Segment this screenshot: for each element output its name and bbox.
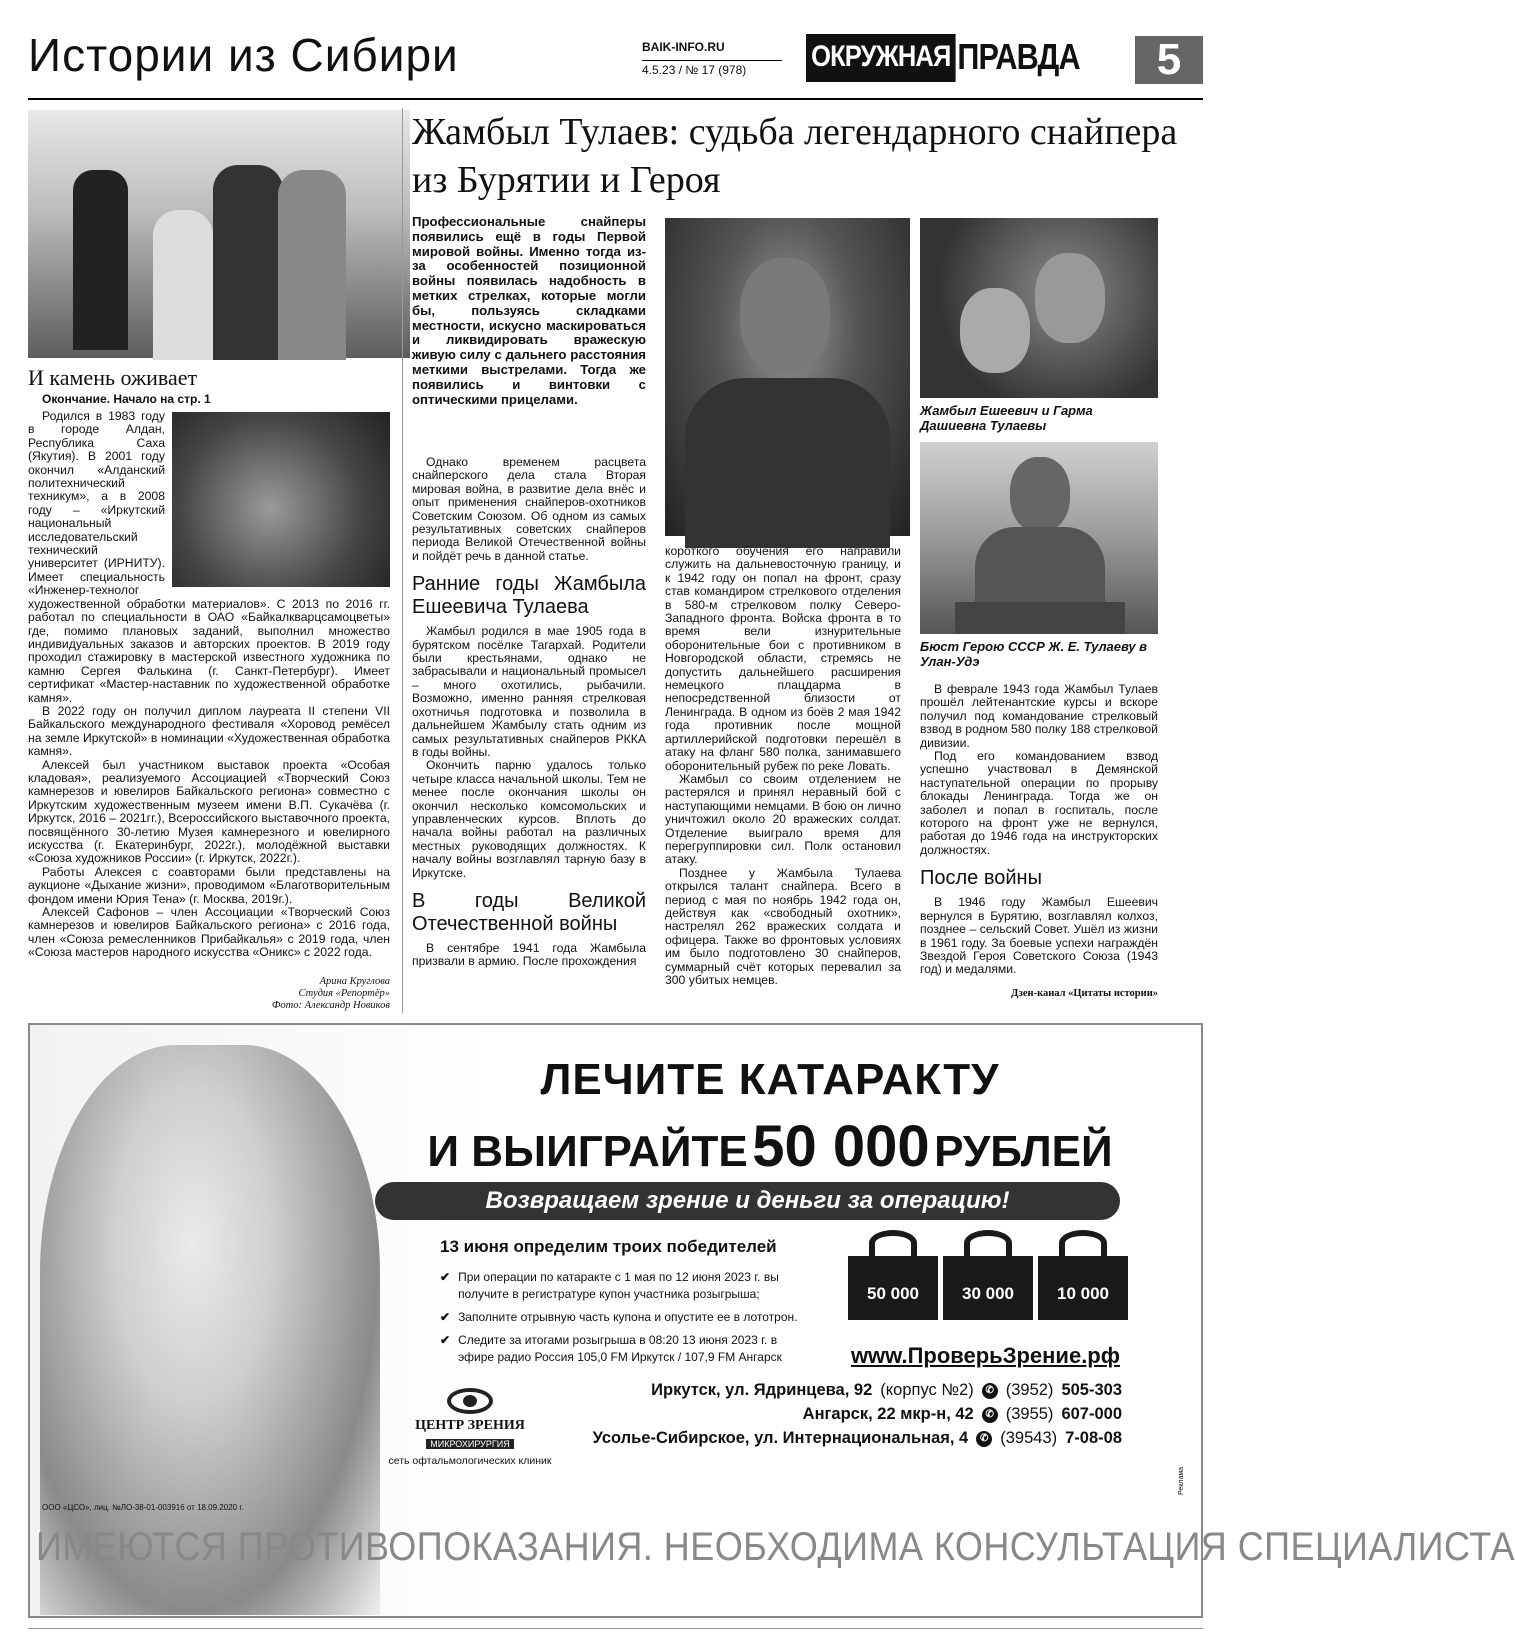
- ad-warning: ИМЕЮТСЯ ПРОТИВОПОКАЗАНИЯ. НЕОБХОДИМА КОНСУЛЬТАЦИЯ СПЕЦИАЛИСТА: [36, 1525, 1515, 1569]
- ad-url[interactable]: www.ПроверьЗрение.рф: [850, 1343, 1120, 1368]
- col1-p2: Жамбыл родился в мае 1905 года в бурятском посёлке Тагархай. Родители были крестьянами, однако не забрасывали и национальный промысел – много охотились, рыбачили. Возможно, именно ранняя стрелковая охотничья подготовка и позволила в дальнейшем Жамбылу стать одним из самых результативных снайперов РККА в годы войны.: [412, 624, 646, 759]
- credit-author: Арина Круглова: [319, 976, 390, 987]
- prize-gift-2: 30 000: [943, 1230, 1033, 1320]
- eye-logo-icon: [447, 1388, 493, 1414]
- bust-photo: [920, 442, 1158, 634]
- logo-network: сеть офтальмологических клиник: [388, 1455, 552, 1467]
- col2-p1: короткого обучения его направили служить на дальневосточную границу, и к 1942 году он попал на фронт, сразу став командиром стрелкового отделения в 580-м стрелковом полку Северо-Западного фронта. Войска фронта в то время вели изнурительные оборонительные бои с противником в Новгородской области, стремясь не допустить дальнейшего расширения немецкого плацдарма в непосредственной близости от Ленинграда. В одном из боёв 2 мая 1942 года противник после мощной артиллерийской подготовки перешёл в атаку на фланг 580 полка, занимавшего оборонительный рубеж по реке Ловать.: [665, 544, 901, 773]
- heading-early-years: Ранние годы Жамбыла Ешеевича Тулаева: [412, 573, 646, 619]
- site-url: BAIK-INFO.RU: [642, 40, 725, 54]
- col3-p1: В феврале 1943 года Жамбыл Тулаев прошёл лейтенантские курсы и вскоре получил под командование стрелковый взвод в родном 580 полку 188 стрелковой дивизии.: [920, 682, 1158, 750]
- ad-bullet-3: ✔ Следите за итогами розыгрыша в 08:20 13 июня 2023 г. в эфире радио Россия 105,0 FM Иркутск / 107,9 FM Ангарск: [440, 1333, 782, 1364]
- col2-p3: Позднее у Жамбыла Тулаева открылся талант снайпера. Всего в период с мая по ноябрь 1942 года он, действуя как «свободный охотник», настрелял 262 вражеских солдата и офицера. Также во фронтовых условиях им было подготовлено 30 снайперов, суммарный счёт которых перевалил за 300 убитых немцев.: [665, 865, 901, 987]
- col2-p2: Жамбыл со своим отделением не растерялся и принял неравный бой с наступающими немцами. В бою он лично уничтожил около 20 вражеских солдат. Отделение выиграло время для перегруппировки сил. Полк остановил атаку.: [665, 771, 901, 867]
- page-number: 5: [1135, 36, 1203, 84]
- footer-rule: [28, 1628, 1203, 1629]
- gift-bow-icon: [964, 1230, 1012, 1256]
- left-p2: В 2022 году он получил диплом лауреата II степени VII Байкальского международного фестиваля «Хоровод ремёсел на земле Иркутской» в номинации «Художественная обработка камня».: [28, 703, 390, 759]
- source-credit: Дзен-канал «Цитаты истории»: [1011, 988, 1158, 999]
- check-icon: ✔: [440, 1310, 451, 1324]
- main-col2: [665, 545, 901, 987]
- col3-p2: Под его командованием взвод успешно участвовал в Демянской наступательной операции по прорыву блокады Ленинграда. Тогда же он заболел и попал в госпиталь, после которого на фронт уже не вернулся, работая до 1946 года на инструкторских должностях.: [920, 749, 1158, 857]
- soldier-portrait-photo: [665, 218, 910, 536]
- logo-sub: МИКРОХИРУРГИЯ: [426, 1439, 513, 1449]
- header-rule: [28, 98, 1203, 100]
- address-angarsk: Ангарск, 22 мкр-н, 42 ✆ (3955) 607-000: [802, 1405, 1122, 1423]
- issue-info: 4.5.23 / № 17 (978): [642, 60, 782, 77]
- ad-bullets: [440, 1269, 800, 1372]
- heading-after-war: После войны: [920, 867, 1042, 890]
- left-p1: Родился в 1983 году в городе Алдан, Республика Саха (Якутия). В 2001 году окончил «Алданский политехнический техникум», а в 2008 году – «Иркутский национальный исследовательский технический университет (ИРНИТУ). Имеет специальность «Инженер-технолог художественной обработки материалов». С 2013 по 2016 гг. работал по специальности в ОАО «Байкалкварцсамоцветы» где, помимо плановых заданий, выполнил множество индивидуальных заказов и авторских проектов. В 2019 году проходил стажировку в мастерской известного художника по камню Сергея Фалькина (г. Санкт-Петербург). Имеет сертификат «Мастер-наставник по художественной обработке камня».: [28, 409, 390, 705]
- left-subhead: Окончание. Начало на стр. 1: [42, 392, 211, 406]
- col1-p3: Окончить парню удалось только четыре класса начальной школы. Тем не менее после окончания школы он окончил несколько комсомольских и управленческих курсов. Вплоть до начала войны работал на различных местных руководящих должностях. К началу войны возглавлял тарную базу в Иркутске.: [412, 758, 646, 880]
- ad-bullet-2: ✔ Заполните отрывную часть купона и опустите ее в лототрон.: [440, 1310, 798, 1324]
- left-credits: [200, 976, 390, 1012]
- section-title: Истории из Сибири: [28, 29, 459, 81]
- col1-p1: Однако временем расцвета снайперского дела стала Вторая мировая война, в развитие дела внёс и опыт применения снайперов-охотников Советским Союзом. Об одном из самых результативных советских снайперов периода Великой Отечественной войны и пойдёт речь в данной статье.: [412, 455, 646, 563]
- heading-war-years: В годы Великой Отечественной войны: [412, 889, 646, 935]
- check-icon: ✔: [440, 1333, 451, 1347]
- museum-photo: [28, 110, 410, 358]
- logo-right: ПРАВДА: [957, 36, 1080, 77]
- ad-reklama: Реклама: [1178, 1466, 1185, 1495]
- left-body: [28, 410, 390, 960]
- check-icon: ✔: [440, 1270, 451, 1284]
- newspaper-logo: [806, 34, 1106, 82]
- ad-license: ООО «ЦСО», лиц. №ЛО-38-01-003916 от 18.09.2020 г.: [42, 1503, 244, 1512]
- phone-icon: ✆: [982, 1383, 998, 1399]
- ad-addresses: [570, 1381, 1122, 1453]
- ad-banner: Возвращаем зрение и деньги за операцию!: [375, 1182, 1120, 1220]
- ad-title-line1: ЛЕЧИТЕ КАТАРАКТУ: [540, 1055, 1000, 1104]
- ad-title-amount: 50 000: [752, 1114, 930, 1179]
- ad-winners: 13 июня определим троих победителей: [440, 1237, 777, 1256]
- advertisement: [28, 1023, 1515, 1618]
- gift-bow-icon: [869, 1230, 917, 1256]
- left-p5: Алексей Сафонов – член Ассоциации «Творческий Союз камнерезов и ювелиров Байкальского региона» с 2016 года, член «Союза ремесленников Прибайкалья» с 2019 года, член «Союза мастеров народного искусства «Оникс» с 2022 года.: [28, 905, 390, 960]
- main-col1: [412, 456, 646, 969]
- phone-icon: ✆: [976, 1431, 992, 1447]
- left-p3: Алексей был участником выставок проекта «Особая кладовая», реализуемого Ассоциацией «Творческий Союз камнерезов и ювелиров Байкальского региона» совместно с Иркутским художественным музеем имени В.П. Сукачёва (г. Иркутск, 2016 – 2021гг.), Всероссийского выставочного проекта, посвящённого 30-летию Музея камнерезного и ювелирного искусства (г. Екатеринбург, 2022г.), молодёжной выставки «Союза художников России» (г. Иркутск, 2022г.).: [28, 757, 390, 866]
- ad-title-line2: [370, 1113, 1170, 1180]
- left-headline: И камень оживает: [28, 365, 198, 390]
- ad-title-rub: РУБЛЕЙ: [934, 1127, 1113, 1176]
- clinic-logo: [380, 1388, 560, 1467]
- logo-left: ОКРУЖНАЯ: [806, 34, 956, 82]
- caption-couple: Жамбыл Ешеевич и Гарма Дашиевна Тулаевы: [920, 403, 1093, 433]
- address-irkutsk: Иркутск, ул. Ядринцева, 92 (корпус №2) ✆ (3952) 505-303: [651, 1381, 1122, 1399]
- main-col3: [920, 683, 1158, 977]
- caption-bust: Бюст Герою СССР Ж. Е. Тулаеву в Улан-Удэ: [920, 639, 1148, 669]
- prize-gift-3: 10 000: [1038, 1230, 1128, 1320]
- ad-title-win: И ВЫИГРАЙТЕ: [427, 1127, 748, 1176]
- gift-bow-icon: [1059, 1230, 1107, 1256]
- couple-photo: [920, 218, 1158, 398]
- column-divider: [402, 108, 403, 1013]
- logo-name: ЦЕНТР ЗРЕНИЯ: [415, 1418, 525, 1433]
- left-p4: Работы Алексея с соавторами были представлены на аукционе «Дыхание жизни», проводимом «Благотворительным фондом имени Юрия Тена» (г. Москва, 2019г.).: [28, 864, 390, 906]
- lead-paragraph: Профессиональные снайперы появились ещё в годы Первой мировой войны. Именно тогда из-за особенностей позиционной войны появилась надобность в метких стрелках, которые могли бы, пользуясь складками местности, искусно маскироваться и ликвидировать вражескую живую силу с дальнего расстояния меткими выстрелами. Тогда же появились и винтовки с оптическими прицелами.: [412, 214, 646, 407]
- phone-icon: ✆: [982, 1407, 998, 1423]
- address-usolye: Усолье-Сибирское, ул. Интернациональная, 4 ✆ (39543) 7-08-08: [592, 1429, 1122, 1447]
- col3-p3: В 1946 году Жамбыл Ешеевич вернулся в Бурятию, возглавлял колхоз, позднее – сельский Совет. Ушёл из жизни в 1961 году. За боевые успехи награждён Звездой Героя Советского Союза (1943 год) и медалями.: [920, 895, 1158, 977]
- col1-p4: В сентябре 1941 года Жамбыла призвали в армию. После прохождения: [412, 940, 646, 969]
- ad-bullet-1: ✔ При операции по катаракте с 1 мая по 12 июня 2023 г. вы получите в регистратуре купон участника розыгрыша;: [440, 1270, 779, 1301]
- main-headline: Жамбыл Тулаев: судьба легендарного снайпера из Бурятии и Героя: [412, 111, 1178, 201]
- prize-gift-1: 50 000: [848, 1230, 938, 1320]
- credit-studio: Студия «Репортёр»: [298, 988, 390, 999]
- credit-photo: Фото: Александр Новиков: [271, 1000, 390, 1011]
